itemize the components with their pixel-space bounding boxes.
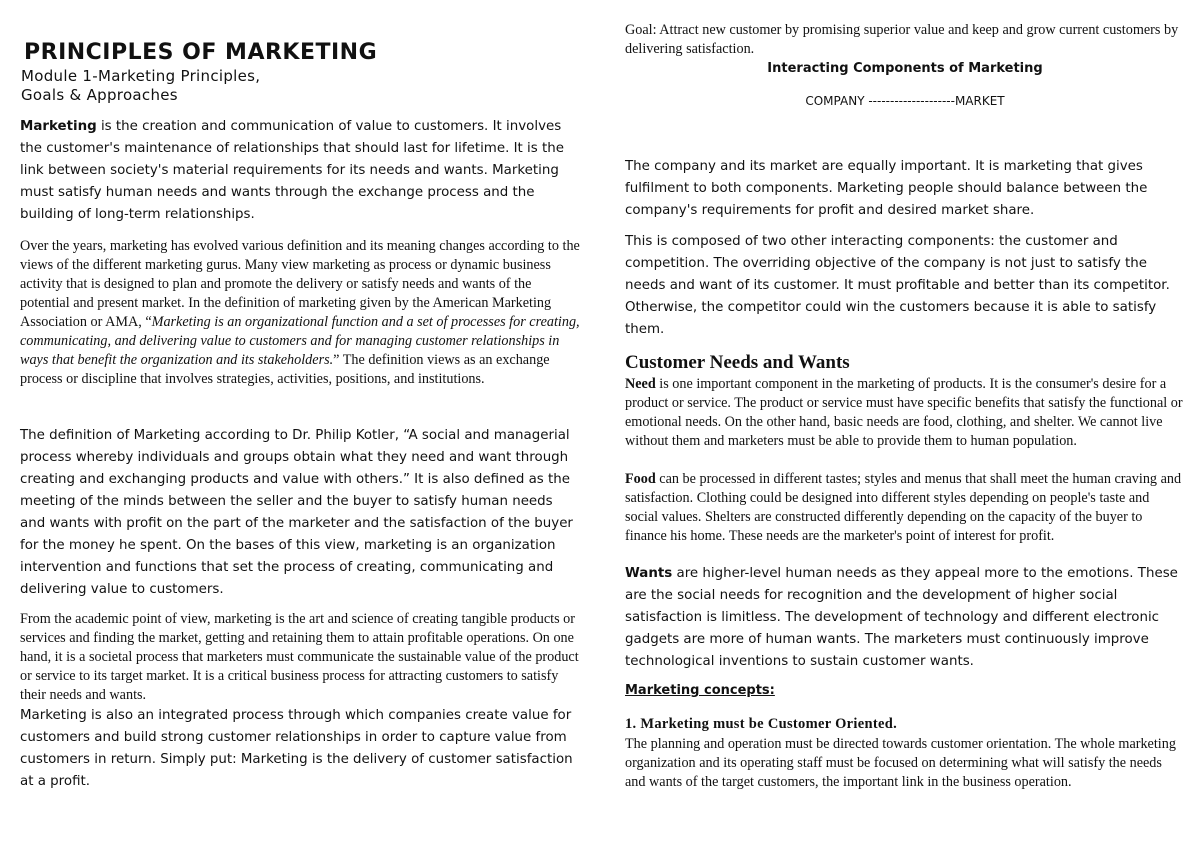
marketing-term: Marketing [20, 119, 97, 134]
academic-view-paragraph: From the academic point of view, marketing is the art and science of creating tangible products or services and finding the market, getting and retaining them to attain profitable operations. On one hand, it is a societal process that marketers must communicate the sustainable value of the product or service to its target market. It is a critical business process for attracting customers to satisfy their needs and wants. [20, 611, 579, 703]
ama-definition-paragraph [20, 237, 580, 389]
components-paragraph: This is composed of two other interacting components: the customer and competition. The overriding objective of the company is not just to satisfy the needs and want of its customer. It must profitable and better than its competitor. Otherwise, the competitor could win the customers because it is able to satisfy them. [625, 234, 1170, 337]
page-title: PRINCIPLES OF MARKETING [24, 40, 378, 65]
wants-text: are higher-level human needs as they appeal more to the emotions. These are the social needs for recognition and the development of higher social satisfaction is limitless. The development of technology and different electronic gadgets are more of human wants. The marketers must continuously improve technological inventions to sustain customer wants. [625, 566, 1178, 669]
need-text: is one important component in the marketing of products. It is the consumer's desire for a product or service. The product or service must have specific benefits that satisfy the functional or emotional needs. On the other hand, basic needs are food, clothing, and shelter. We cannot live without them and marketers must be able to provide them to human population. [625, 376, 1183, 449]
concept-1-paragraph: The planning and operation must be directed towards customer orientation. The whole marketing organization and its operating staff must be focused on determining what will satisfy the needs and wants of the target customers, the important link in the business operation. [625, 736, 1176, 790]
interacting-components-title: Interacting Components of Marketing [767, 61, 1043, 76]
kotler-definition-paragraph: The definition of Marketing according to Dr. Philip Kotler, “A social and managerial process whereby individuals and groups obtain what they need and want through creating and exchanging products and value with others.” It is also defined as the meeting of the minds between the seller and the buyer to satisfy human needs and wants with profit on the part of the marketer and the satisfaction of the buyer for the money he spent. On the bases of this view, marketing is an organization intervention and functions that set the process of creating, communicating and delivering value to customers. [20, 428, 573, 597]
food-term: Food [625, 471, 656, 487]
food-text: can be processed in different tastes; styles and menus that shall meet the human craving and satisfaction. Clothing could be designed into different styles depending on people's taste and social values. Shelters are constructed differently depending on the capacity of the buyer to finance his home. These needs are the marketer's point of interest for profit. [625, 471, 1182, 544]
concept-1-heading: 1. Marketing must be Customer Oriented. [625, 716, 897, 732]
page-subtitle [21, 67, 260, 105]
subtitle-line-1: Module 1-Marketing Principles, [21, 67, 261, 85]
ama-outro-text: ” The definition views as an exchange process or discipline that involves strategies, activities, positions, and institutions. [20, 352, 550, 387]
company-market-line: COMPANY --------------------MARKET [805, 94, 1005, 108]
company-market-paragraph: The company and its market are equally important. It is marketing that gives fulfilment to both components. Marketing people should balance between the company's requirements for profit and desired market share. [625, 159, 1148, 218]
needs-wants-heading: Customer Needs and Wants [625, 352, 850, 373]
marketing-concepts-heading: Marketing concepts: [625, 683, 775, 698]
need-term: Need [625, 376, 656, 392]
wants-paragraph [625, 563, 1185, 673]
subtitle-line-2: Goals & Approaches [21, 86, 178, 104]
goal-paragraph: Goal: Attract new customer by promising superior value and keep and grow current customers by delivering satisfaction. [625, 22, 1179, 57]
wants-term: Wants [625, 566, 673, 581]
need-paragraph [625, 375, 1185, 451]
food-paragraph [625, 470, 1185, 546]
ama-quote: Marketing is an organizational function and a set of processes for creating, communicating, and delivering value to customers and for managing customer relationships in ways that benefit the organization and its stakeholders. [20, 314, 580, 368]
integrated-process-paragraph: Marketing is also an integrated process through which companies create value for customers and build strong customer relationships in order to capture value from customers in return. Simply put: Marketing is the delivery of customer satisfaction at a profit. [20, 708, 573, 789]
ama-intro-text: Over the years, marketing has evolved various definition and its meaning changes according to the views of the different marketing gurus. Many view marketing as process or dynamic business activity that is designed to plan and promote the delivery or satisfy needs and wants of the potential and present market. In the definition of marketing given by the American Marketing Association or AMA, “ [20, 238, 580, 330]
marketing-definition-paragraph [20, 116, 580, 226]
marketing-definition-text: is the creation and communication of value to customers. It involves the customer's maintenance of relationships that should last for lifetime. It is the link between society's material requirements for its needs and wants. Marketing must satisfy human needs and wants through the exchange process and the building of long-term relationships. [20, 119, 564, 222]
